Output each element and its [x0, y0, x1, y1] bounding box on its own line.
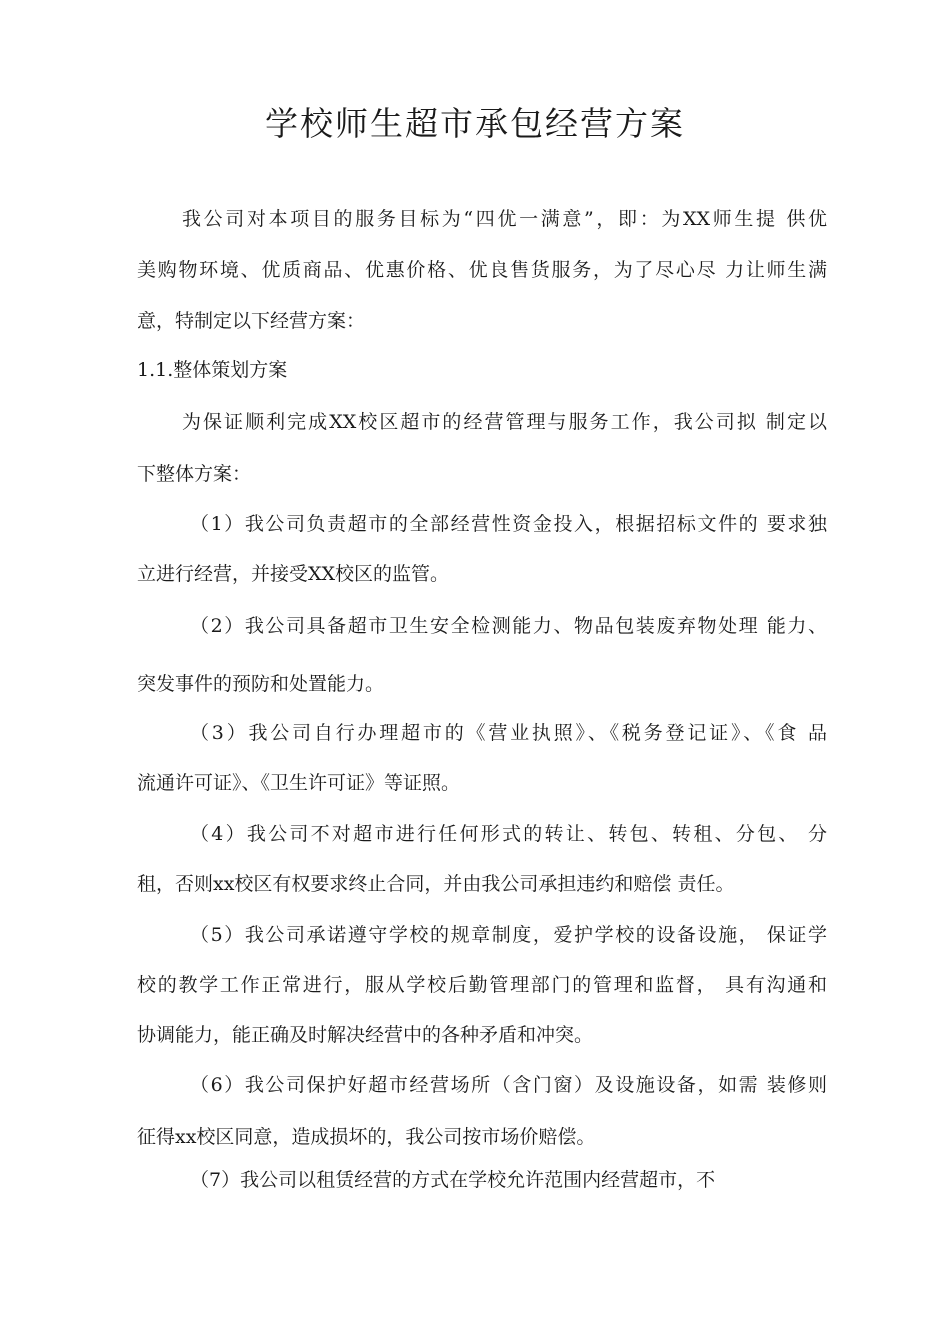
- text-line: （3）我公司自行办理超市的《营业执照》、《税务登记证》、《食 品: [190, 722, 827, 744]
- text-line: 突发事件的预防和处置能力。: [137, 673, 385, 695]
- text-line: 美购物环境、优质商品、优惠价格、优良售货服务，为了尽心尽 力让师生满: [137, 259, 827, 281]
- text-line: （5）我公司承诺遵守学校的规章制度，爱护学校的设备设施， 保证学: [190, 924, 827, 946]
- text-line: 流通许可证》、《卫生许可证》等证照。: [137, 772, 461, 794]
- text-line: 校的教学工作正常进行，服从学校后勤管理部门的管理和监督， 具有沟通和: [137, 974, 827, 996]
- text-line: 征得xx校区同意，造成损坏的，我公司按市场价赔偿。: [137, 1126, 596, 1148]
- text-line: （2）我公司具备超市卫生安全检测能力、物品包装废弃物处理 能力、: [190, 615, 827, 637]
- text-line: 为保证顺利完成XX校区超市的经营管理与服务工作，我公司拟 制定以: [182, 411, 827, 433]
- text-line: （7）我公司以租赁经营的方式在学校允许范围内经营超市，不: [190, 1169, 716, 1191]
- text-line: （4）我公司不对超市进行任何形式的转让、转包、转租、分包、 分: [190, 823, 827, 845]
- text-line: 我公司对本项目的服务目标为“四优一满意”，即：为XX师生提 供优: [182, 208, 827, 230]
- text-line: 下整体方案：: [137, 463, 252, 485]
- text-line: （6）我公司保护好超市经营场所（含门窗）及设施设备，如需 装修则: [190, 1074, 827, 1096]
- text-line: 意，特制定以下经营方案：: [137, 310, 366, 332]
- text-line: 协调能力，能正确及时解决经营中的各种矛盾和冲突。: [137, 1024, 594, 1046]
- text-line: （1）我公司负责超市的全部经营性资金投入，根据招标文件的 要求独: [190, 513, 827, 535]
- section-heading: 1.1.整体策划方案: [137, 359, 288, 381]
- text-line: 租，否则xx校区有权要求终止合同，并由我公司承担违约和赔偿 责任。: [137, 873, 735, 895]
- document-title: 学校师生超市承包经营方案: [265, 104, 685, 143]
- text-line: 立进行经营，并接受XX校区的监管。: [137, 563, 450, 585]
